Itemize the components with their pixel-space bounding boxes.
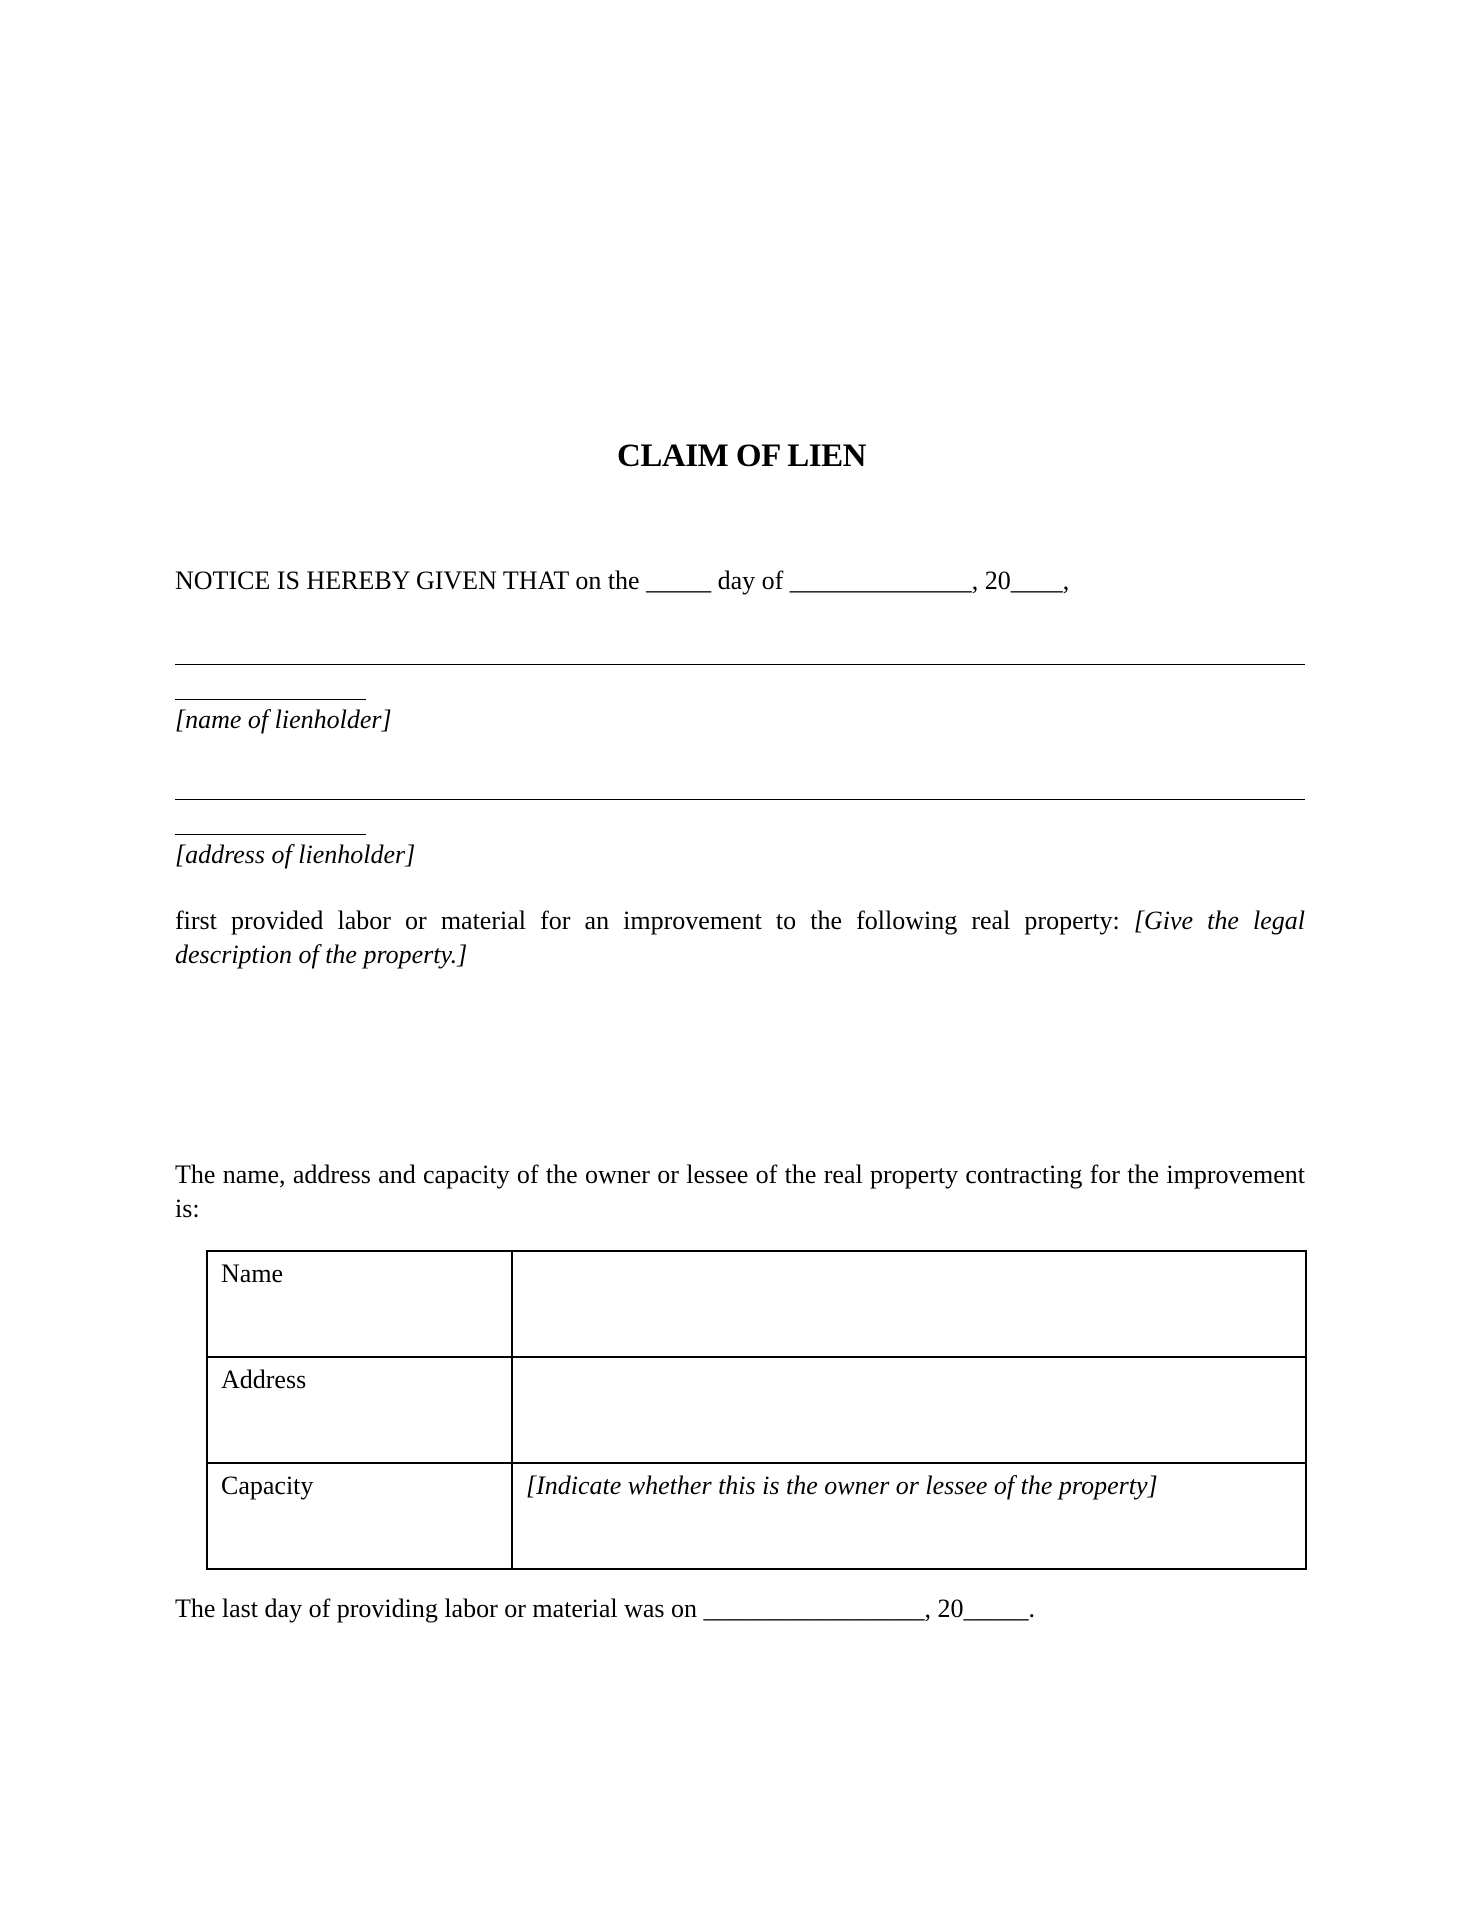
lienholder-address-label: [address of lienholder] <box>175 840 416 869</box>
owner-table <box>206 1250 1307 1570</box>
owner-name-label: Name <box>207 1251 512 1357</box>
lienholder-name-line-1 <box>175 664 1305 665</box>
owner-address-value <box>512 1357 1306 1463</box>
lienholder-address-line-2 <box>175 834 366 835</box>
labor-text: first provided labor or material for an improvement to the following real property: <box>175 906 1120 935</box>
document-title: CLAIM OF LIEN <box>617 438 866 474</box>
owner-capacity-value: [Indicate whether this is the owner or lessee of the property] <box>512 1463 1306 1569</box>
notice-line: NOTICE IS HEREBY GIVEN THAT on the _____ day of ______________, 20____, <box>175 566 1070 595</box>
last-day-line: The last day of providing labor or material was on _________________, 20_____. <box>175 1594 1036 1623</box>
lienholder-address-line-1 <box>175 799 1305 800</box>
lienholder-name-label: [name of lienholder] <box>175 705 392 734</box>
owner-address-label: Address <box>207 1357 512 1463</box>
owner-capacity-label: Capacity <box>207 1463 512 1569</box>
lienholder-name-line-2 <box>175 699 366 700</box>
table-row <box>207 1357 1306 1463</box>
labor-instruction: [Give the legal description of the property.] <box>175 906 1305 969</box>
owner-name-value <box>512 1251 1306 1357</box>
table-row <box>207 1251 1306 1357</box>
labor-paragraph <box>175 904 1305 972</box>
table-row <box>207 1463 1306 1569</box>
owner-intro: The name, address and capacity of the owner or lessee of the real property contracting for the improvement is: <box>175 1160 1305 1223</box>
